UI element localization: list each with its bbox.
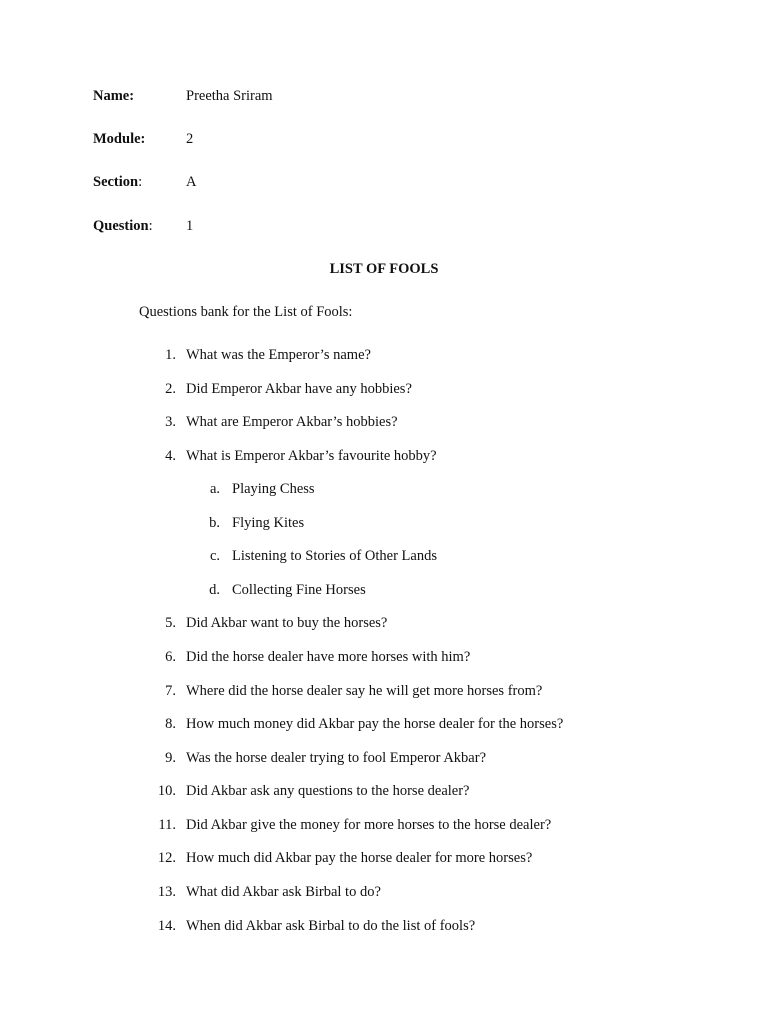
question-text: What was the Emperor’s name? [186,347,371,363]
question-number: 11. [158,817,176,833]
question-number: 14. [157,918,176,934]
question-label-text: Question [93,218,149,234]
question-label [93,219,153,234]
section-label [93,175,142,190]
intro-text: Questions bank for the List of Fools: [139,304,353,320]
question-text: What are Emperor Akbar’s hobbies? [186,414,398,430]
question-text: Did the horse dealer have more horses with him? [186,649,471,665]
question-number: 1. [165,347,176,363]
section-value: A [186,174,197,190]
section-label-text: Section [93,174,139,190]
question-number: 6. [165,649,176,665]
question-text: Where did the horse dealer say he will get more horses from? [186,683,543,699]
question-text: How much did Akbar pay the horse dealer for more horses? [186,850,533,866]
option-letter: d. [209,582,220,598]
question-text: Did Akbar want to buy the horses? [186,615,388,631]
option-text: Flying Kites [232,515,305,531]
question-text: Was the horse dealer trying to fool Emperor Akbar? [186,750,487,766]
question-number: 12. [157,850,176,866]
option-letter: b. [209,515,220,531]
question-number: 9. [165,750,176,766]
module-label: Module: [93,131,146,147]
question-text: Did Akbar ask any questions to the horse dealer? [186,783,470,799]
question-number: 8. [165,716,176,732]
document-title: LIST OF FOOLS [329,261,439,277]
section-label-colon: : [138,174,143,190]
question-number: 3. [165,414,176,430]
question-number: 10. [157,783,176,799]
option-text: Playing Chess [232,481,315,497]
name-value: Preetha Sriram [186,88,273,104]
question-number: 7. [165,683,176,699]
question-text: What did Akbar ask Birbal to do? [186,884,381,900]
question-value: 1 [186,218,194,234]
question-number: 4. [165,448,176,464]
question-number: 5. [165,615,176,631]
option-letter: c. [209,548,220,564]
question-text: How much money did Akbar pay the horse dealer for the horses? [186,716,564,732]
name-label: Name: [93,88,135,104]
question-number: 13. [157,884,176,900]
module-value: 2 [186,131,194,147]
question-text: When did Akbar ask Birbal to do the list of fools? [186,918,476,934]
question-text: What is Emperor Akbar’s favourite hobby? [186,448,437,464]
question-number: 2. [165,381,176,397]
option-text: Listening to Stories of Other Lands [232,548,437,564]
question-label-colon: : [148,218,153,234]
question-text: Did Emperor Akbar have any hobbies? [186,381,412,397]
question-text: Did Akbar give the money for more horses to the horse dealer? [186,817,552,833]
option-letter: a. [209,481,220,497]
option-text: Collecting Fine Horses [232,582,366,598]
